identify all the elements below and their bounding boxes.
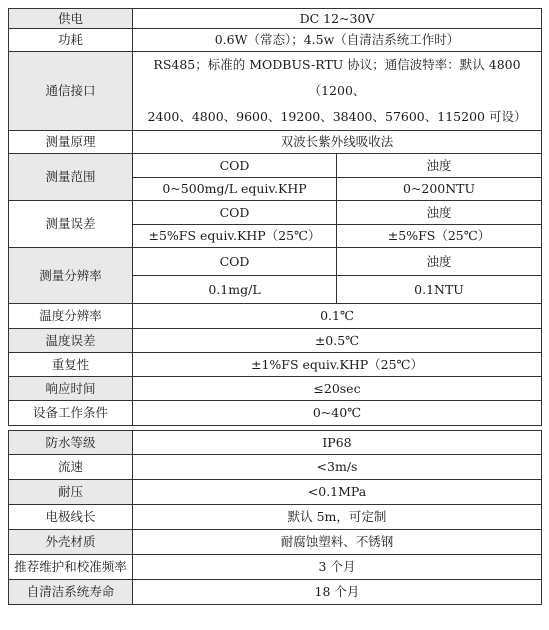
- conditions-value: 0~40℃: [133, 401, 542, 426]
- repeat-label: 重复性: [9, 353, 133, 377]
- temp-res-value: 0.1℃: [133, 304, 542, 329]
- temp-err-value: ±0.5℃: [133, 329, 542, 353]
- row-interface: [9, 52, 542, 131]
- spec-table: [8, 8, 542, 605]
- row-principle: [9, 131, 542, 154]
- row-error-header: [9, 201, 542, 225]
- cable-label: 电极线长: [9, 505, 133, 530]
- row-temp-res: [9, 304, 542, 329]
- interface-label: 通信接口: [9, 52, 133, 131]
- range-h1: COD: [133, 154, 337, 178]
- response-value: ≤20sec: [133, 377, 542, 401]
- principle-value: 双波长紫外线吸收法: [133, 131, 542, 154]
- cable-value: 默认 5m，可定制: [133, 505, 542, 530]
- row-maintenance: [9, 555, 542, 580]
- range-h2: 浊度: [337, 154, 542, 178]
- error-v1: ±5%FS equiv.KHP（25℃）: [133, 225, 337, 248]
- pressure-label: 耐压: [9, 480, 133, 505]
- row-waterproof: [9, 431, 542, 455]
- resolution-label: 测量分辨率: [9, 248, 133, 304]
- principle-label: 测量原理: [9, 131, 133, 154]
- row-consumption: [9, 29, 542, 52]
- consumption-value: 0.6W（常态）；4.5w（自清洁系统工作时）: [133, 29, 542, 52]
- resolution-h1: COD: [133, 248, 337, 276]
- row-conditions: [9, 401, 542, 426]
- row-pressure: [9, 480, 542, 505]
- range-v1: 0~500mg/L equiv.KHP: [133, 178, 337, 201]
- resolution-v2: 0.1NTU: [337, 276, 542, 304]
- temp-res-label: 温度分辨率: [9, 304, 133, 329]
- resolution-h2: 浊度: [337, 248, 542, 276]
- maintenance-value: 3 个月: [133, 555, 542, 580]
- power-value: DC 12~30V: [133, 9, 542, 29]
- repeat-value: ±1%FS equiv.KHP（25℃）: [133, 353, 542, 377]
- temp-err-label: 温度误差: [9, 329, 133, 353]
- lifetime-label: 自清洁系统寿命: [9, 580, 133, 605]
- conditions-label: 设备工作条件: [9, 401, 133, 426]
- row-resolution-header: [9, 248, 542, 276]
- waterproof-value: IP68: [133, 431, 542, 455]
- resolution-v1: 0.1mg/L: [133, 276, 337, 304]
- row-response: [9, 377, 542, 401]
- row-range-header: [9, 154, 542, 178]
- maintenance-label: 推荐维护和校准频率: [9, 555, 133, 580]
- row-power: [9, 9, 542, 29]
- consumption-label: 功耗: [9, 29, 133, 52]
- housing-value: 耐腐蚀塑料、不锈钢: [133, 530, 542, 555]
- row-repeat: [9, 353, 542, 377]
- waterproof-label: 防水等级: [9, 431, 133, 455]
- error-h1: COD: [133, 201, 337, 225]
- error-h2: 浊度: [337, 201, 542, 225]
- flow-value: <3m/s: [133, 455, 542, 480]
- housing-label: 外壳材质: [9, 530, 133, 555]
- power-label: 供电: [9, 9, 133, 29]
- interface-line-1: RS485；标准的 MODBUS-RTU 协议；通信波特率：默认 4800（1200、: [153, 57, 521, 98]
- range-v2: 0~200NTU: [337, 178, 542, 201]
- row-lifetime: [9, 580, 542, 605]
- range-label: 测量范围: [9, 154, 133, 201]
- pressure-value: <0.1MPa: [133, 480, 542, 505]
- row-temp-err: [9, 329, 542, 353]
- row-housing: [9, 530, 542, 555]
- row-flow: [9, 455, 542, 480]
- interface-value: [133, 52, 542, 131]
- row-cable: [9, 505, 542, 530]
- error-v2: ±5%FS（25℃）: [337, 225, 542, 248]
- error-label: 测量误差: [9, 201, 133, 248]
- response-label: 响应时间: [9, 377, 133, 401]
- lifetime-value: 18 个月: [133, 580, 542, 605]
- flow-label: 流速: [9, 455, 133, 480]
- interface-line-2: 2400、4800、9600、19200、38400、57600、115200 可设）: [147, 109, 527, 124]
